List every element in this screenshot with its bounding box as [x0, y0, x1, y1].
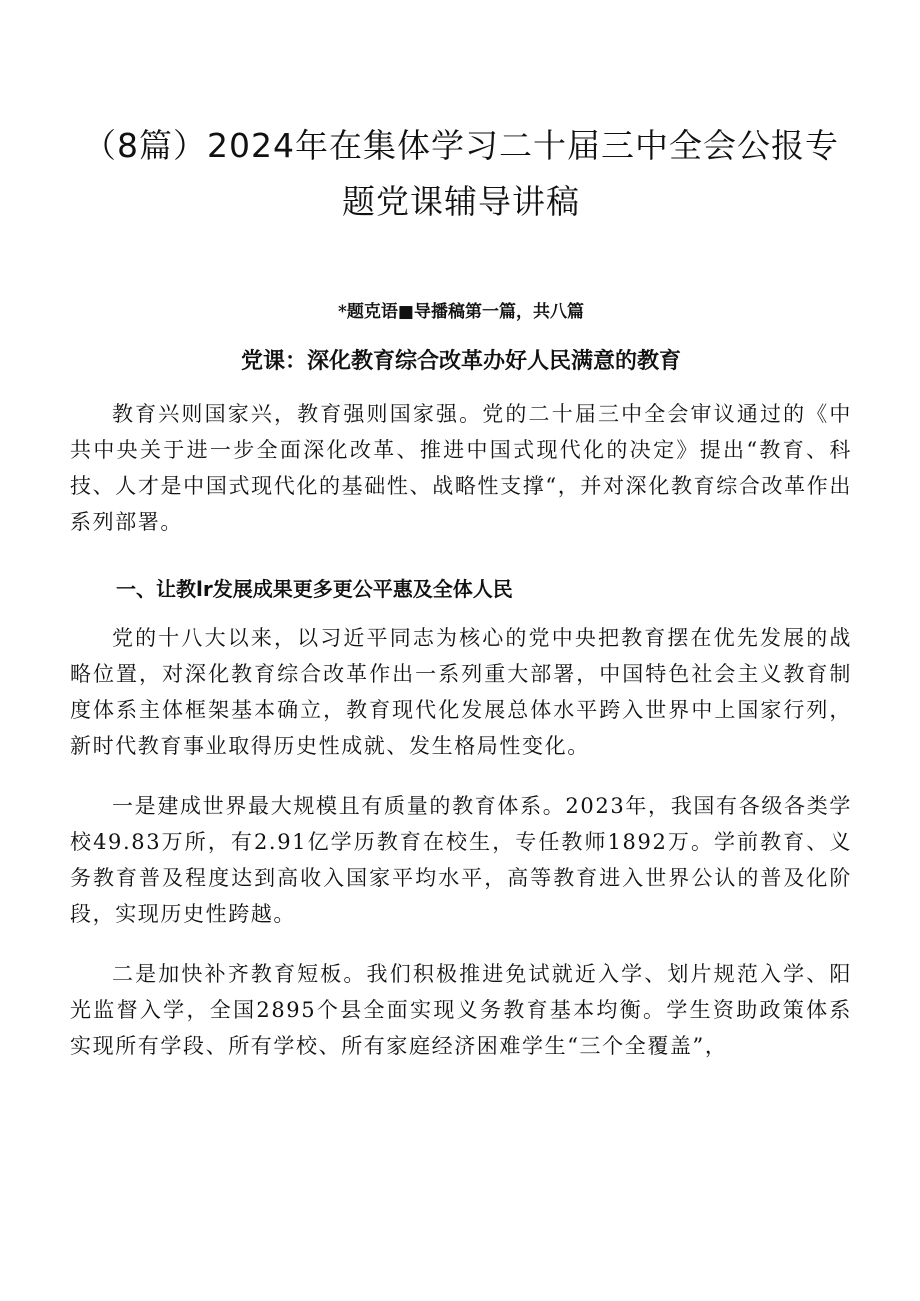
document-title-line-1: （8篇）2024年在集体学习二十届三中全会公报专 [83, 126, 839, 165]
heading-level-1: 一、让教lr发展成果更多更公平惠及全体人民 [116, 577, 513, 601]
body-paragraph: 二是加快补齐教育短板。我们积极推进免试就近入学、划片规范入学、阳光监督入学，全国2895个县全面实现义务教育基本均衡。学生资助政策体系实现所有学段、所有学校、所有家庭经济困难学生“三个全覆盖”， [70, 962, 852, 1058]
body-paragraph: 教育兴则国家兴，教育强则国家强。党的二十届三中全会审议通过的《中共中央关于进一步全面深化改革、推进中国式现代化的决定》提出“教育、科技、人才是中国式现代化的基础性、战略性支撑“，并对深化教育综合改革作出系列部署。 [70, 402, 852, 534]
document-title [70, 118, 852, 230]
subtitle-note: *题克语■导播稿第一篇，共八篇 [338, 302, 584, 322]
section-title: 党课：深化教育综合改革办好人民满意的教育 [240, 349, 681, 374]
document-title-line-2: 题党课辅导讲稿 [342, 182, 580, 221]
body-paragraph: 党的十八大以来，以习近平同志为核心的党中央把教育摆在优先发展的战略位置，对深化教育综合改革作出一系列重大部署，中国特色社会主义教育制度体系主体框架基本确立，教育现代化发展总体水平跨入世界中上国家行列，新时代教育事业取得历史性成就、发生格局性变化。 [70, 626, 852, 758]
body-paragraph: 一是建成世界最大规模且有质量的教育体系。2023年，我国有各级各类学校49.83万所，有2.91亿学历教育在校生，专任教师1892万。学前教育、义务教育普及程度达到高收入国家平均水平，高等教育进入世界公认的普及化阶段，实现历史性跨越。 [70, 794, 852, 926]
